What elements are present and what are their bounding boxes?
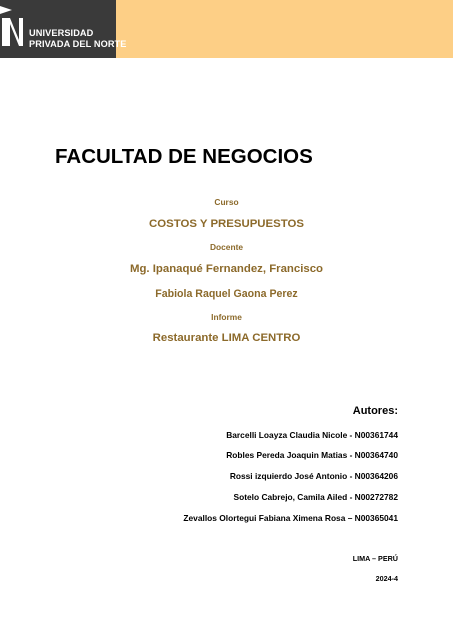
author-item: Robles Pereda Joaquin Matias - N00364740 [226, 450, 398, 460]
faculty-title: FACULTAD DE NEGOCIOS [55, 145, 313, 168]
author-item: Barcelli Loayza Claudia Nicole - N00361744 [226, 430, 398, 440]
upn-n-logo-icon [0, 6, 24, 52]
author-item: Zevallos Olortegui Fabiana Ximena Rosa – N00365041 [183, 513, 398, 523]
teacher-name-1: Mg. Ipanaqué Fernandez, Francisco [129, 263, 324, 275]
university-name [29, 28, 127, 50]
period-label: 2024-4 [375, 574, 398, 583]
course-label: Curso [214, 197, 239, 207]
header-bar [0, 0, 453, 58]
report-label: Informe [211, 312, 242, 322]
university-name-line1: UNIVERSIDAD [29, 28, 94, 38]
place-label: LIMA – PERÚ [352, 554, 398, 563]
author-item: Sotelo Cabrejo, Camila Ailed - N00272782 [233, 492, 398, 502]
authors-heading: Autores: [352, 405, 398, 417]
author-item: Rossi izquierdo José Antonio - N00364206 [229, 471, 398, 481]
university-logo [0, 0, 127, 58]
report-title: Restaurante LIMA CENTRO [152, 332, 301, 344]
teacher-label: Docente [209, 242, 244, 252]
course-name: COSTOS Y PRESUPUESTOS [149, 218, 304, 230]
teacher-name-2: Fabiola Raquel Gaona Perez [155, 288, 298, 300]
university-name-line2: PRIVADA DEL NORTE [29, 39, 127, 49]
